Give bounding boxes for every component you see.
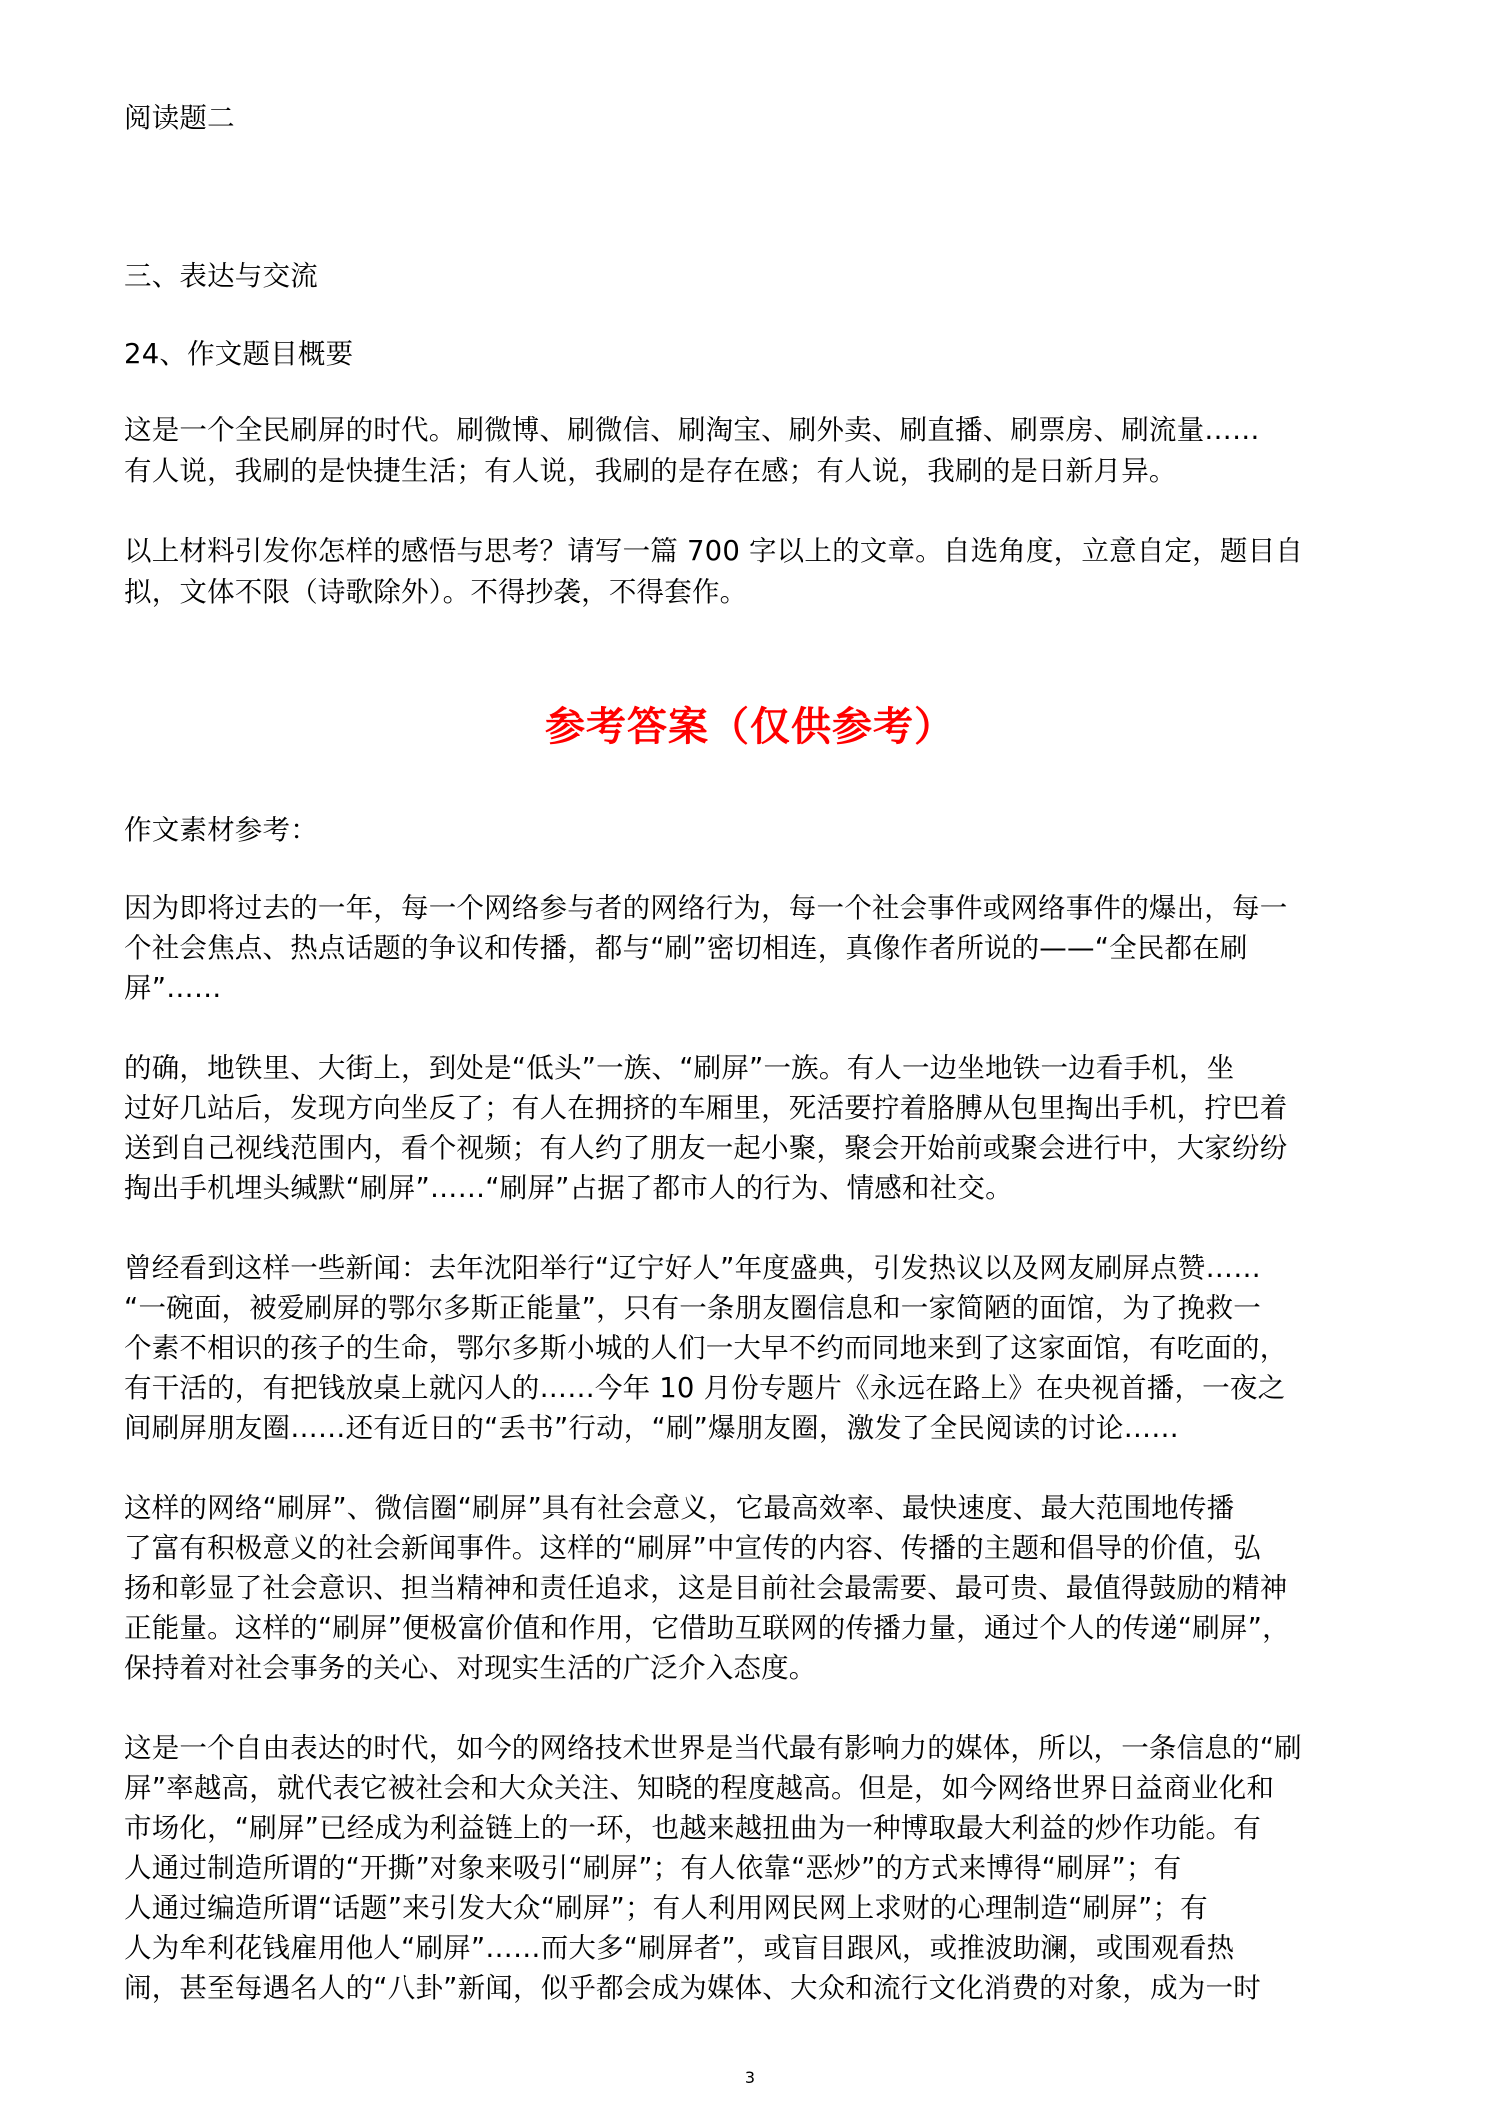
prompt-line: 这是一个全民刷屏的时代。刷微博、刷微信、刷淘宝、刷外卖、刷直播、刷票房、刷流量…… — [124, 414, 1260, 446]
prompt-line: 有人说，我刷的是快捷生活；有人说，我刷的是存在感；有人说，我刷的是日新月异。 — [124, 455, 1177, 487]
answer-line: 这样的网络“刷屏”、微信圈“刷屏”具有社会意义，它最高效率、最快速度、最大范围地传播 — [124, 1492, 1235, 1524]
answer-title: 参考答案（仅供参考） — [545, 704, 955, 750]
heading-reading-2: 阅读题二 — [124, 102, 235, 134]
answer-line: 屏”…… — [124, 972, 222, 1004]
task-line: 拟，文体不限（诗歌除外）。不得抄袭，不得套作。 — [124, 576, 748, 608]
material-label: 作文素材参考： — [124, 814, 318, 846]
answer-line: 间刷屏朋友圈……还有近日的“丢书”行动，“刷”爆朋友圈，激发了全民阅读的讨论…… — [124, 1412, 1179, 1444]
answer-line: 的确，地铁里、大街上，到处是“低头”一族、“刷屏”一族。有人一边坐地铁一边看手机，坐 — [124, 1052, 1235, 1084]
answer-line: 保持着对社会事务的关心、对现实生活的广泛介入态度。 — [124, 1652, 817, 1684]
heading-section-3: 三、表达与交流 — [124, 260, 318, 292]
answer-line: 这是一个自由表达的时代，如今的网络技术世界是当代最有影响力的媒体，所以，一条信息的“刷 — [124, 1732, 1302, 1764]
answer-line: 人通过制造所谓的“开撕”对象来吸引“刷屏”；有人依靠“恶炒”的方式来博得“刷屏”；有 — [124, 1852, 1182, 1884]
answer-line: 过好几站后，发现方向坐反了；有人在拥挤的车厢里，死活要拧着胳膊从包里掏出手机，拧巴着 — [124, 1092, 1288, 1124]
heading-question-24: 24、作文题目概要 — [124, 338, 354, 370]
answer-line: 市场化，“刷屏”已经成为利益链上的一环，也越来越扭曲为一种博取最大利益的炒作功能。有 — [124, 1812, 1261, 1844]
answer-line: 有干活的，有把钱放桌上就闪人的……今年 10 月份专题片《永远在路上》在央视首播，一夜之 — [124, 1372, 1286, 1404]
answer-line: 掏出手机埋头缄默“刷屏”……“刷屏”占据了都市人的行为、情感和社交。 — [124, 1172, 1013, 1204]
answer-line: 送到自己视线范围内，看个视频；有人约了朋友一起小聚，聚会开始前或聚会进行中，大家纷纷 — [124, 1132, 1288, 1164]
answer-line: 个社会焦点、热点话题的争议和传播，都与“刷”密切相连，真像作者所说的——“全民都在刷 — [124, 932, 1248, 964]
answer-line: 屏”率越高，就代表它被社会和大众关注、知晓的程度越高。但是，如今网络世界日益商业化和 — [124, 1772, 1275, 1804]
answer-line: 因为即将过去的一年，每一个网络参与者的网络行为，每一个社会事件或网络事件的爆出，每一 — [124, 892, 1288, 924]
answer-line: 个素不相识的孩子的生命，鄂尔多斯小城的人们一大早不约而同地来到了这家面馆，有吃面的， — [124, 1332, 1288, 1364]
answer-line: 曾经看到这样一些新闻：去年沈阳举行“辽宁好人”年度盛典，引发热议以及网友刷屏点赞…… — [124, 1252, 1261, 1284]
page-number: 3 — [744, 2068, 756, 2087]
answer-line: 扬和彰显了社会意识、担当精神和责任追求，这是目前社会最需要、最可贵、最值得鼓励的精神 — [124, 1572, 1288, 1604]
answer-line: 人为牟利花钱雇用他人“刷屏”……而大多“刷屏者”，或盲目跟风，或推波助澜，或围观看热 — [124, 1932, 1235, 1964]
task-line: 以上材料引发你怎样的感悟与思考？请写一篇 700 字以上的文章。自选角度，立意自定，题目自 — [124, 535, 1303, 567]
answer-line: “一碗面，被爱刷屏的鄂尔多斯正能量”，只有一条朋友圈信息和一家简陋的面馆，为了挽救一 — [124, 1292, 1261, 1324]
answer-line: 闹，甚至每遇名人的“八卦”新闻，似乎都会成为媒体、大众和流行文化消费的对象，成为一时 — [124, 1972, 1261, 2004]
answer-line: 正能量。这样的“刷屏”便极富价值和作用，它借助互联网的传播力量，通过个人的传递“刷屏”， — [124, 1612, 1290, 1644]
answer-line: 人通过编造所谓“话题”来引发大众“刷屏”；有人利用网民网上求财的心理制造“刷屏”；有 — [124, 1892, 1208, 1924]
answer-line: 了富有积极意义的社会新闻事件。这样的“刷屏”中宣传的内容、传播的主题和倡导的价值，弘 — [124, 1532, 1261, 1564]
